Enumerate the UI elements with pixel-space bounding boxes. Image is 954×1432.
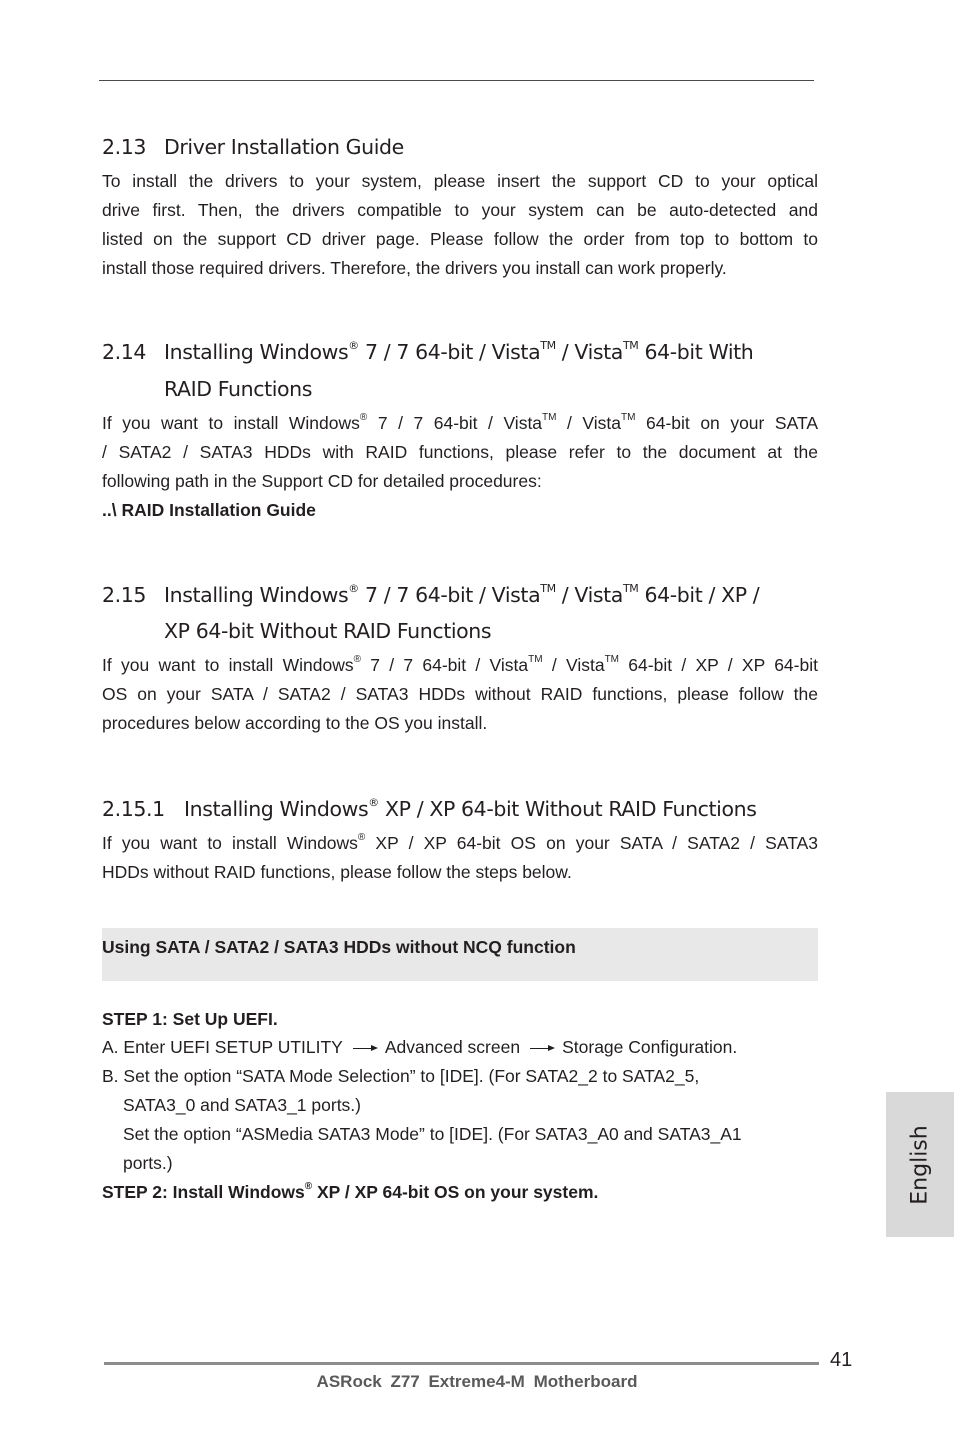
text-line: install those required drivers. Therefore, the drivers you install can work properly.: [102, 258, 727, 278]
step-a-text: A. Enter UEFI SETUP UTILITY: [102, 1037, 343, 1057]
footer-title: ASRock Z77 Extreme4-M Motherboard: [316, 1372, 638, 1391]
paragraph-2-15-1: [102, 829, 818, 887]
text-line: If you want to install Windows® XP / XP 64-bit OS on your SATA / SATA2 / SATA3: [102, 832, 818, 853]
title-part: / Vista: [555, 583, 623, 607]
title-part: 7 / 7 64-bit / Vista: [358, 583, 541, 607]
section-title: Driver Installation Guide: [164, 135, 404, 159]
text-line: If you want to install Windows® 7 / 7 64-bit / Vista™ / Vista™ 64-bit on your SATA: [102, 412, 819, 433]
text-line: OS on your SATA / SATA2 / SATA3 HDDs without RAID functions, please follow the: [102, 684, 818, 704]
ncq-note-box: [102, 928, 818, 981]
trademark: TM: [542, 412, 557, 423]
trademark: TM: [621, 412, 636, 423]
step-b-line-3: Set the option “ASMedia SATA3 Mode” to [IDE]. (For SATA3_A0 and SATA3_A1: [123, 1124, 742, 1144]
paragraph-2-13: [102, 167, 818, 283]
section-number: 2.13: [102, 135, 147, 159]
step2-text: STEP 2: Install Windows: [102, 1182, 305, 1202]
title-part: Installing Windows: [184, 797, 369, 821]
path-text: ..\ RAID Installation Guide: [102, 500, 316, 520]
top-rule: [99, 80, 814, 81]
trademark: TM: [622, 339, 639, 352]
registered-mark: ®: [368, 796, 379, 809]
ncq-note-label: Using SATA / SATA2 / SATA3 HDDs without NCQ function: [102, 937, 576, 957]
text-line: To install the drivers to your system, please insert the support CD to your optical: [102, 171, 818, 191]
page-number: 41: [830, 1349, 853, 1371]
trademark: TM: [540, 339, 556, 352]
text-line: procedures below according to the OS you install.: [102, 713, 488, 733]
registered-mark: ®: [353, 654, 361, 665]
trademark: TM: [622, 582, 639, 595]
heading-2-15-1: [102, 797, 756, 821]
text-line: following path in the Support CD for detailed procedures:: [102, 471, 542, 491]
arrow-right-icon: [353, 1043, 379, 1053]
registered-mark: ®: [348, 582, 359, 595]
trademark: TM: [540, 582, 556, 595]
paragraph-2-15: [102, 651, 818, 738]
section-number: 2.15.1: [102, 797, 165, 821]
step-a-text: Advanced screen: [384, 1037, 521, 1057]
heading-2-14: [102, 340, 753, 364]
step-b-line-2: SATA3_0 and SATA3_1 ports.): [123, 1095, 361, 1115]
text-line: listed on the support CD driver page. Please follow the order from top to bottom to: [102, 229, 818, 249]
text-line: / SATA2 / SATA3 HDDs with RAID functions, please refer to the document at the: [102, 442, 818, 462]
language-tab: [886, 1092, 954, 1237]
title-part: 64-bit With: [638, 340, 754, 364]
section-number: 2.15: [102, 583, 147, 607]
registered-mark: ®: [359, 412, 368, 423]
arrow-right-icon: [530, 1043, 556, 1053]
bottom-rule: [104, 1362, 819, 1365]
text-line: If you want to install Windows® 7 / 7 64-bit / Vista™ / Vista™ 64-bit / XP / XP 64-bit: [102, 654, 818, 675]
step-a-text: Storage Configuration.: [562, 1037, 738, 1057]
title-part: Installing Windows: [164, 340, 349, 364]
heading-2-15: [102, 583, 759, 607]
trademark: TM: [528, 654, 543, 665]
heading-2-14-line2: RAID Functions: [164, 377, 313, 401]
title-part: Installing Windows: [164, 583, 349, 607]
step-b-line-4: ports.): [123, 1153, 173, 1173]
trademark: TM: [604, 654, 620, 665]
title-part: XP / XP 64-bit Without RAID Functions: [378, 797, 757, 821]
step2-text: XP / XP 64-bit OS on your system.: [312, 1182, 599, 1202]
step-a-line: [102, 1037, 737, 1058]
heading-2-13: [102, 135, 404, 159]
language-tab-label: English: [907, 1124, 933, 1205]
text-line: drive first. Then, the drivers compatible to your system can be auto-detected and: [102, 200, 818, 220]
title-part: / Vista: [555, 340, 623, 364]
title-part: 7 / 7 64-bit / Vista: [358, 340, 541, 364]
heading-2-15-line2: XP 64-bit Without RAID Functions: [164, 619, 492, 643]
registered-mark: ®: [348, 339, 359, 352]
step-b-line-1: B. Set the option “SATA Mode Selection” to [IDE]. (For SATA2_2 to SATA2_5,: [102, 1066, 700, 1086]
step2-title: [102, 1182, 598, 1203]
text-line: HDDs without RAID functions, please follow the steps below.: [102, 862, 572, 882]
registered-mark: ®: [304, 1181, 313, 1192]
step1-title: STEP 1: Set Up UEFI.: [102, 1009, 278, 1029]
registered-mark: ®: [357, 832, 366, 843]
section-number: 2.14: [102, 340, 147, 364]
title-part: 64-bit / XP /: [638, 583, 760, 607]
paragraph-2-14: [102, 409, 818, 525]
